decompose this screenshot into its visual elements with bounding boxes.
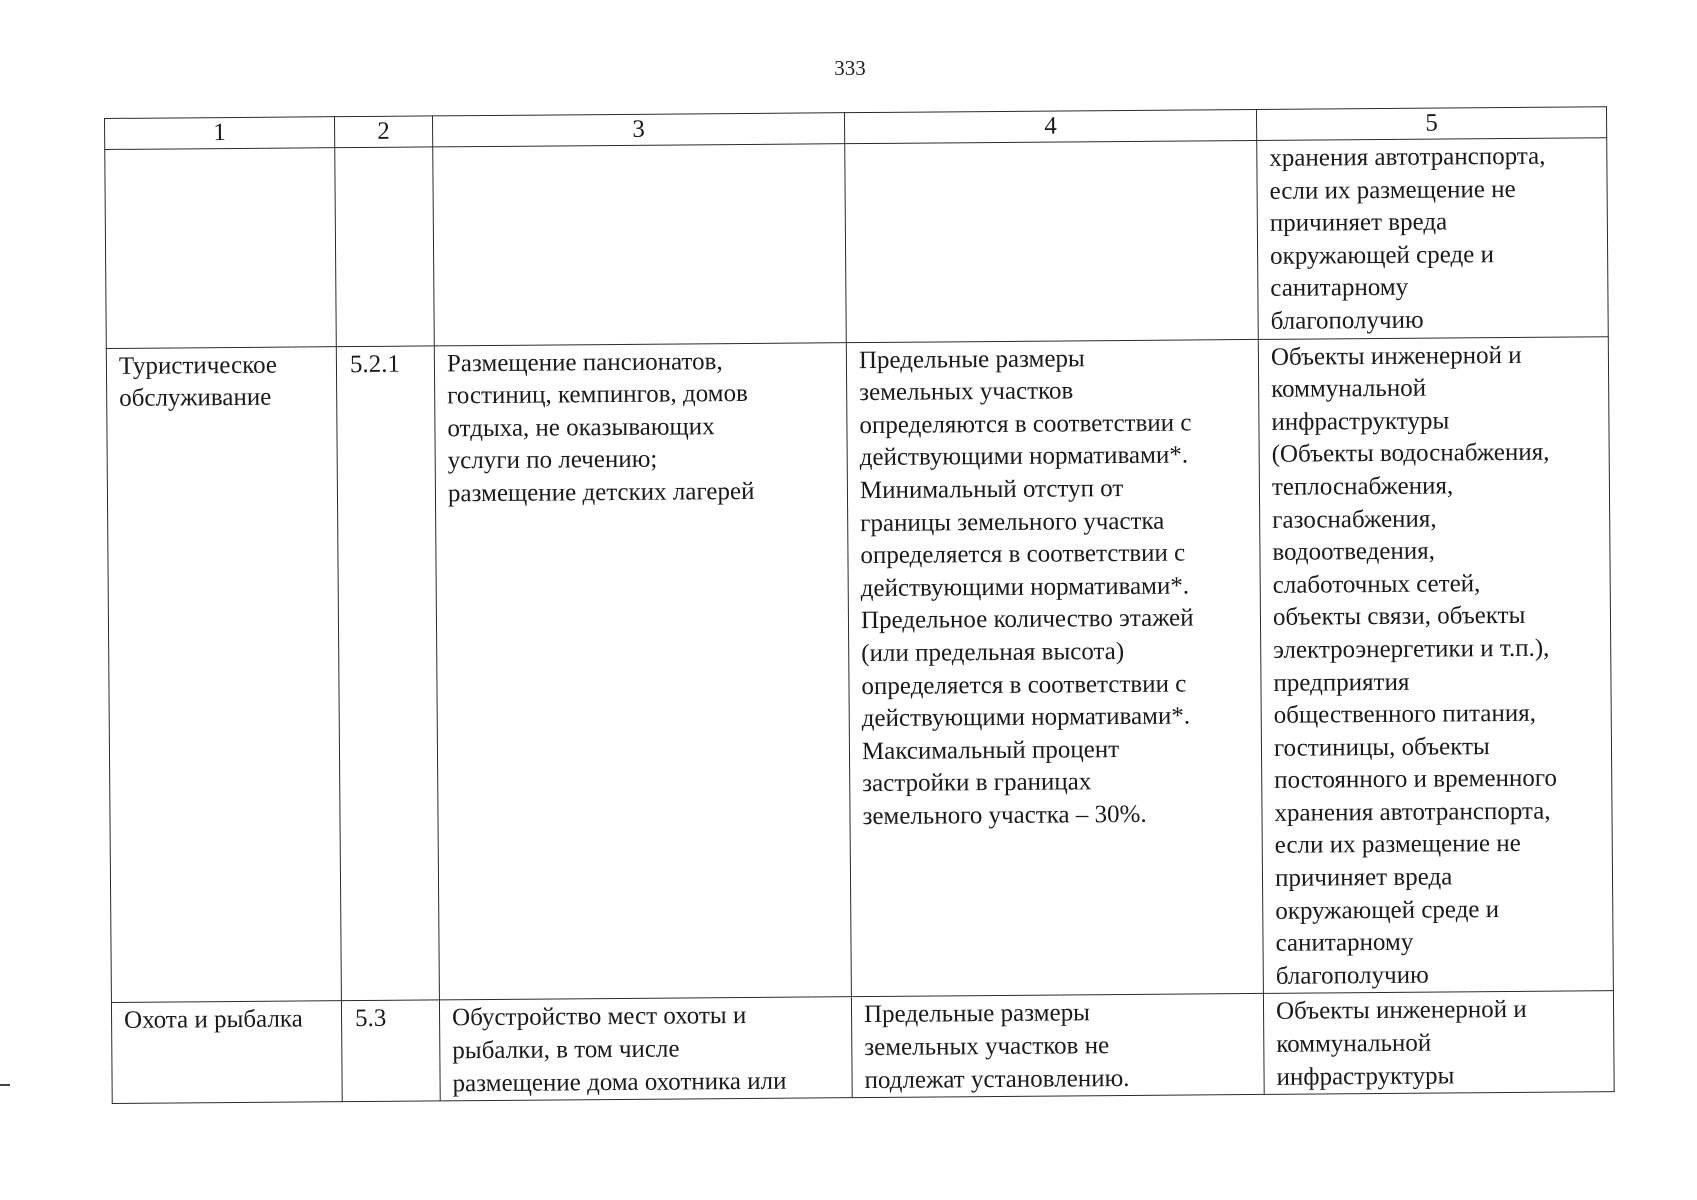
- column-header-5: 5: [1256, 107, 1606, 141]
- zoning-table: [104, 106, 1615, 1104]
- cell-parameters: [851, 994, 1264, 1098]
- cell-description: [434, 342, 851, 1000]
- margin-mark: [0, 1084, 10, 1086]
- land-use-code: 5.3: [354, 1005, 387, 1033]
- land-use-code: 5.2.1: [349, 350, 401, 378]
- auxiliary-text: Объекты инженерной и коммунальной инфраструктуры: [1275, 996, 1527, 1091]
- cell-auxiliary: [1263, 991, 1614, 1095]
- auxiliary-text: хранения автотранспорта, если их размещение не причиняет вреда окружающей среде и санитарному благополучию: [1269, 142, 1546, 335]
- land-use-parameters: Предельные размеры земельных участков не подлежат установлению.: [863, 999, 1130, 1094]
- cell-parameters: [845, 140, 1259, 342]
- column-header-4: 4: [844, 109, 1256, 143]
- land-use-description: Размещение пансионатов, гостиниц, кемпингов, домов отдыха, не оказывающих услуги по лечению; размещение детских лагерей: [446, 347, 755, 508]
- auxiliary-text: Объекты инженерной и коммунальной инфраструктуры (Объекты водоснабжения, теплоснабжения, газоснабжения, водоотведения, слаботочных сетей, объекты связи, объекты электроэнергетики и т.п.), предприятия общественного питания, гостиницы, объекты постоянного и временного хранения автотранспорта, если их размещение не причиняет вреда окружающей среде и санитарному благополучию: [1270, 341, 1558, 990]
- cell-name: [111, 1001, 342, 1104]
- land-use-description: Обустройство мест охоты и рыбалки, в том числе размещение дома охотника или: [451, 1002, 787, 1097]
- cell-description: [433, 144, 847, 346]
- table-row: [106, 336, 1613, 1003]
- cell-auxiliary: [1258, 336, 1613, 994]
- table-row: [105, 138, 1609, 348]
- cell-name: [105, 148, 337, 348]
- table-row: [111, 991, 1614, 1104]
- cell-name: [106, 346, 341, 1003]
- cell-parameters: [846, 339, 1263, 997]
- land-use-parameters: Предельные размеры земельных участков определяются в соответствии с действующими нормативами*. Минимальный отступ от границы земельного участка определяется в соответствии с действующими нормативами*. Предельное количество этажей (или предельная высота) определяется в соответствии с действующими нормативами*. Максимальный процент застройки в границах земельного участка – 30%.: [858, 344, 1194, 830]
- page-number: 333: [834, 56, 866, 80]
- cell-code: [341, 1000, 440, 1102]
- cell-code: [336, 345, 439, 1001]
- cell-auxiliary: [1257, 138, 1609, 339]
- land-use-name: Туристическое обслуживание: [118, 351, 278, 413]
- column-header-2: 2: [334, 116, 432, 148]
- cell-code: [335, 147, 435, 346]
- land-use-name: Охота и рыбалка: [123, 1005, 303, 1035]
- column-header-3: 3: [432, 113, 844, 147]
- cell-description: [439, 997, 852, 1101]
- column-header-1: 1: [105, 117, 335, 150]
